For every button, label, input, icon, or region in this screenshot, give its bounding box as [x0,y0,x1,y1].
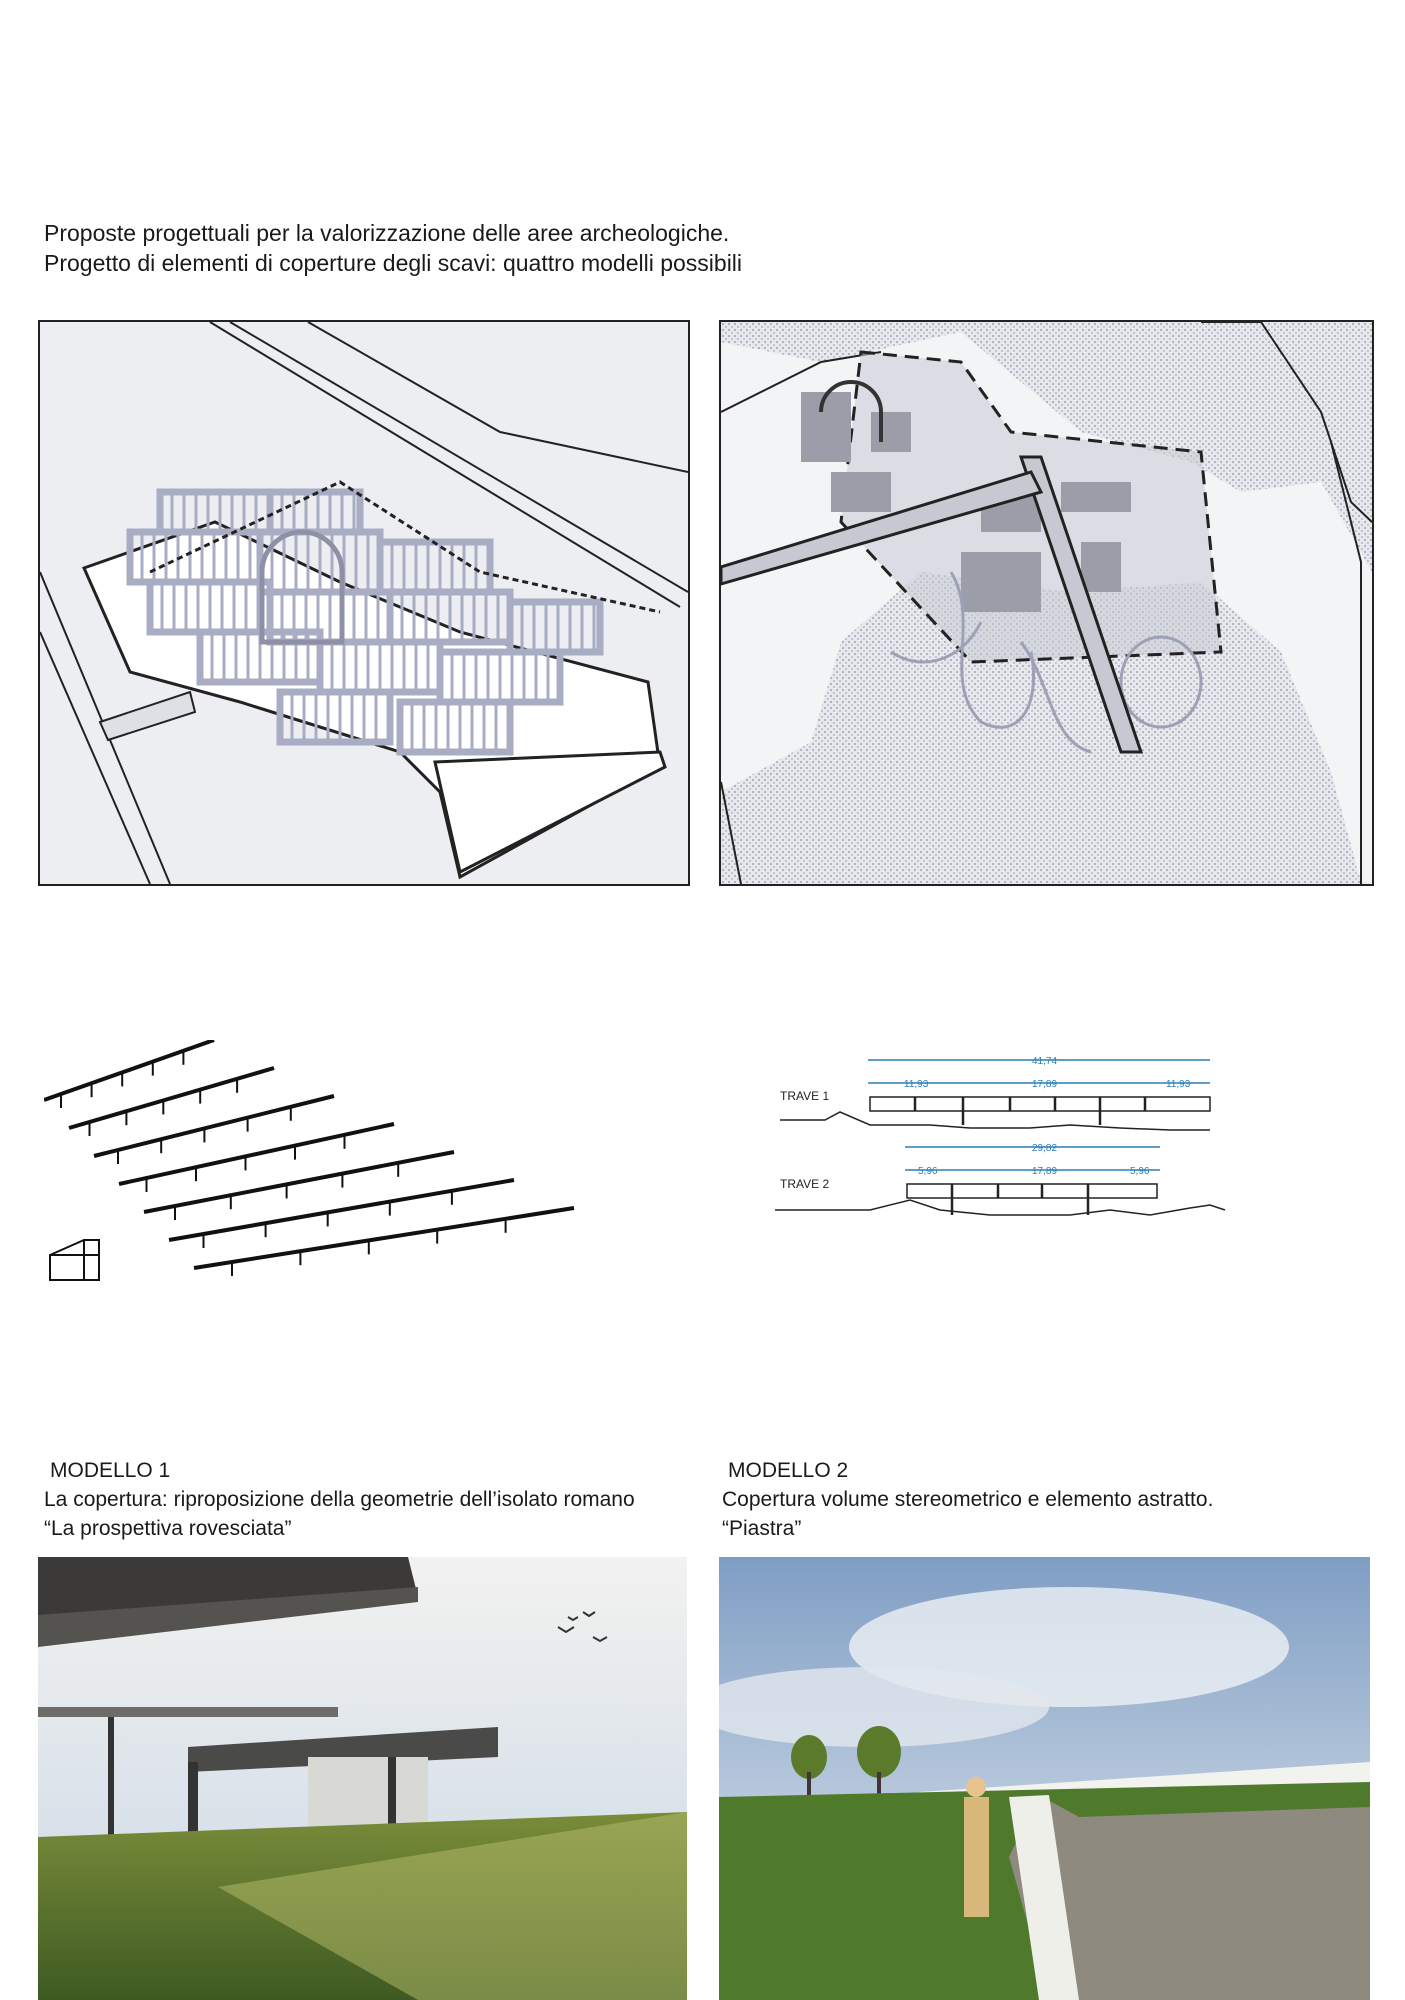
model-2-heading: MODELLO 2 [728,1459,849,1482]
beam-2-span-2: 17,89 [1032,1166,1058,1177]
model-2-description: Copertura volume stereometrico e elemento astratto. [722,1488,1214,1511]
beam-1-total: 41,74 [1032,1056,1058,1067]
beam-1-label: TRAVE 1 [780,1089,830,1103]
site-plan-model-2 [719,320,1374,886]
model-2-caption [722,1456,1213,1543]
beam-sections [770,1050,1330,1300]
beam-2-span-3: 5,96 [1130,1166,1150,1177]
render-model-1 [38,1557,687,2000]
beam-1-span-1: 11,93 [904,1079,929,1090]
model-1-heading: MODELLO 1 [50,1459,171,1482]
beam-1-span-2: 17,89 [1032,1079,1058,1090]
intro-text [44,218,742,278]
beam-2-span-1: 5,96 [918,1166,938,1177]
beam-2-label: TRAVE 2 [780,1177,830,1191]
render-model-2 [719,1557,1370,2000]
intro-line-1: Proposte progettuali per la valorizzazione delle aree archeologiche. [44,220,730,246]
site-plan-model-1 [38,320,690,886]
model-1-caption [44,1456,635,1543]
intro-line-2: Progetto di elementi di coperture degli scavi: quattro modelli possibili [44,250,743,276]
beam-axonometric [44,1040,684,1300]
model-2-subtitle: “Piastra” [722,1517,802,1540]
model-1-subtitle: “La prospettiva rovesciata” [44,1517,292,1540]
beam-1-span-3: 11,93 [1166,1079,1191,1090]
beam-2-total: 29,82 [1032,1143,1058,1154]
model-1-description: La copertura: riproposizione della geometrie dell’isolato romano [44,1488,635,1511]
